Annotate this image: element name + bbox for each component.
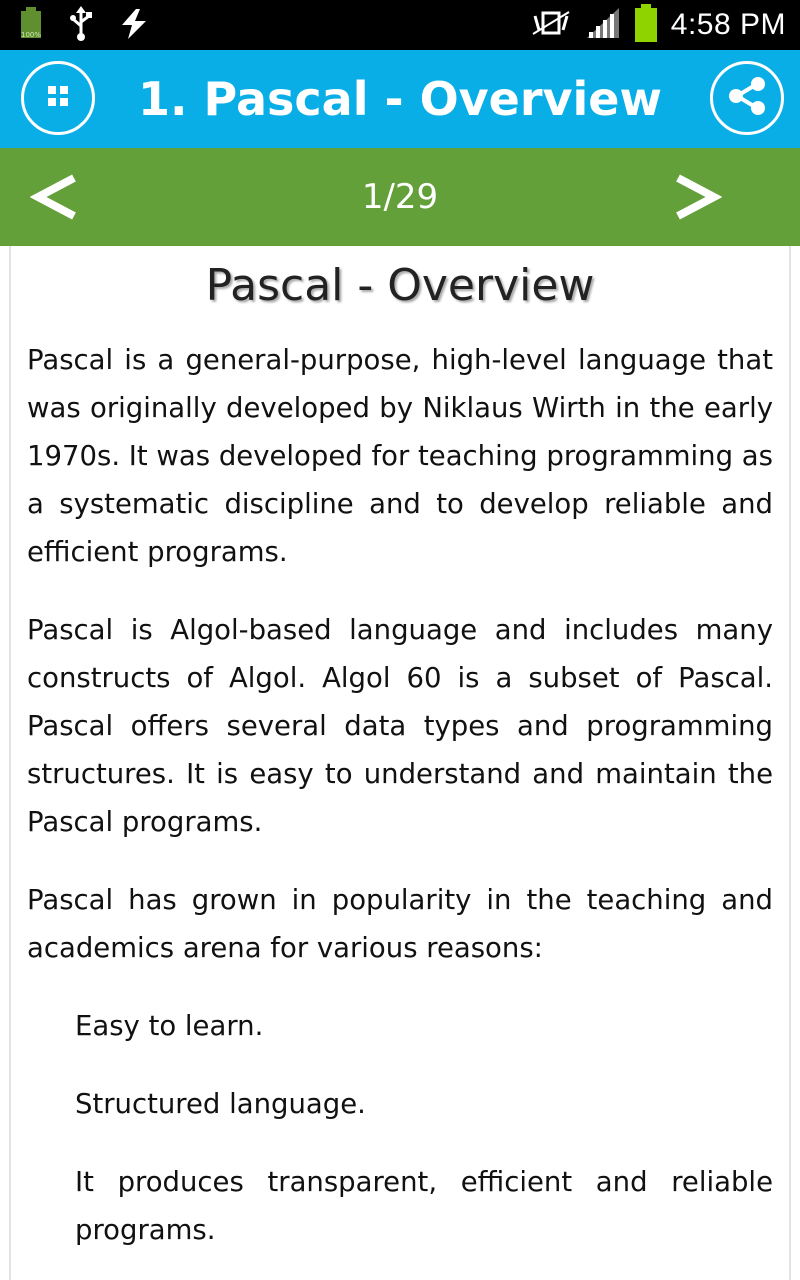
share-button[interactable] bbox=[710, 61, 784, 135]
status-right-icons bbox=[531, 0, 786, 50]
paragraph: Pascal is Algol-based language and includes many constructs of Algol. Algol 60 is a subset of Pascal. Pascal offers several data types and programming structures. It is easy to understand and maintain the Pascal programs. bbox=[27, 614, 773, 838]
previous-page-button[interactable] bbox=[30, 172, 80, 222]
status-bar bbox=[0, 0, 800, 50]
status-left-icons bbox=[18, 6, 150, 46]
battery-level-label: 100% bbox=[20, 31, 42, 39]
battery-status-icon bbox=[635, 4, 657, 46]
chevron-left-icon bbox=[30, 172, 80, 222]
list-item: It produces transparent, efficient and reliable programs. bbox=[75, 1166, 773, 1246]
vibrate-icon bbox=[531, 8, 571, 42]
list-item: Structured language. bbox=[75, 1088, 366, 1120]
page-title: 1. Pascal - Overview bbox=[137, 72, 662, 126]
next-page-button[interactable] bbox=[672, 172, 722, 222]
menu-button[interactable] bbox=[21, 61, 95, 135]
content-title: Pascal - Overview bbox=[205, 260, 595, 311]
list-item: Easy to learn. bbox=[75, 1010, 264, 1042]
grid-menu-icon bbox=[46, 84, 70, 112]
usb-icon bbox=[68, 6, 94, 46]
chevron-right-icon bbox=[672, 172, 722, 222]
signal-icon bbox=[585, 6, 621, 44]
paragraph: Pascal is a general-purpose, high-level language that was originally developed by Niklaus Wirth in the early 1970s. It was developed for teaching programming as a systematic discipline and to develop reliable and efficient programs. bbox=[27, 344, 773, 568]
reasons-list bbox=[27, 1002, 773, 1254]
page-indicator: 1/29 bbox=[361, 177, 439, 217]
app-bar bbox=[0, 50, 800, 148]
status-time: 4:58 PM bbox=[670, 8, 786, 41]
share-icon bbox=[725, 74, 769, 122]
content-body bbox=[27, 336, 773, 1280]
battery-icon bbox=[18, 7, 44, 45]
pager-bar bbox=[0, 148, 800, 246]
sync-icon bbox=[118, 7, 150, 45]
paragraph: Pascal has grown in popularity in the teaching and academics arena for various reasons: bbox=[27, 884, 773, 964]
content-area[interactable] bbox=[9, 246, 791, 1280]
